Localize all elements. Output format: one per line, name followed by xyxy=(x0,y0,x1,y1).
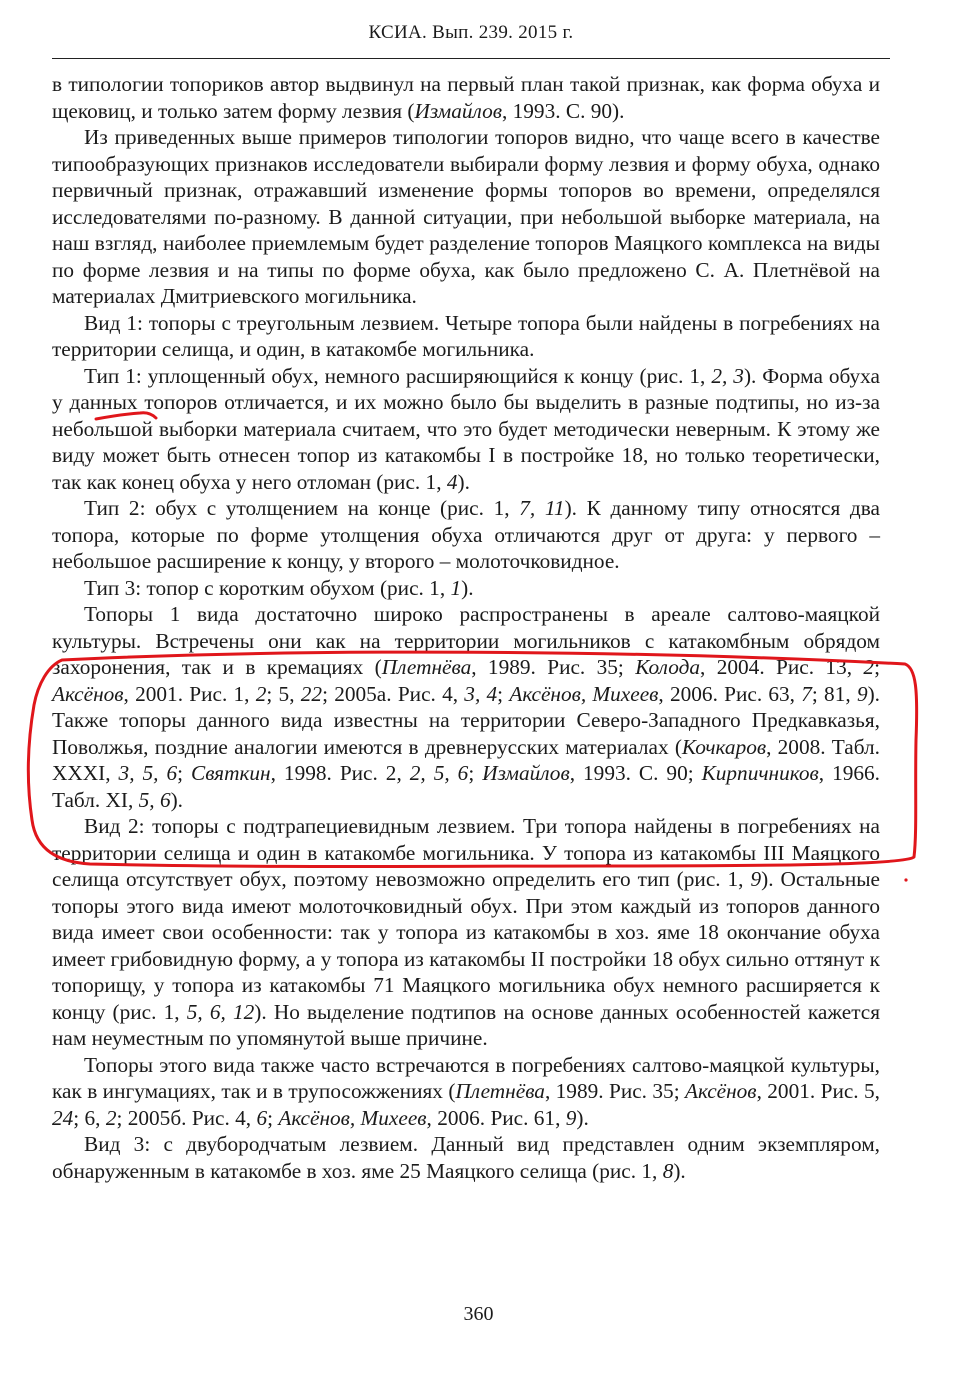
paragraph-3: Вид 1: топоры с треугольным лезвием. Четыре топора были найдены в погребениях на территории селища, и один, в катакомбе могильника. xyxy=(52,310,880,361)
running-title: КСИА. Вып. 239. 2015 г. xyxy=(368,22,574,43)
paragraph-5: Тип 2: обух с утолщением на конце (рис. 1, 7, 11). К данному типу относятся два топора, которые по форме утолщения обуха отличаются друг от друга: у первого – небольшое расширение к концу, у второго – молоточковидное. xyxy=(52,496,880,573)
paragraph-6: Тип 3: топор с коротким обухом (рис. 1, 1). xyxy=(84,575,474,600)
running-header xyxy=(52,18,890,59)
paragraph-2: Из приведенных выше примеров типологии топоров видно, что чаще всего в качестве типообразующих признаков исследователи выбирали форму лезвия и форму обуха, однако первичный признак, отражавший изменение формы топоров во времени, определялся исследователями по-разному. В данной ситуации, при небольшой выборке материала, на наш взгляд, наиболее приемлемым будет разделение топоров Маяцкого комплекса на виды по форме лезвия и на типы по форме обуха, как было предложено С. А. Плетнёвой на материалах Дмитриевского могильника. xyxy=(52,125,880,308)
paragraph-10: Вид 3: с двубородчатым лезвием. Данный вид представлен одним экземпляром, обнаруженным в катакомбе в хоз. яме 25 Маяцкого селища (рис. 1, 8). xyxy=(52,1132,880,1183)
paragraph-1: в типологии топориков автор выдвинул на первый план такой признак, как форма обуха и щековиц, и только затем форму лезвия (Измайлов, 1993. С. 90). xyxy=(52,72,880,123)
article-body xyxy=(52,71,880,1184)
page-number: 360 xyxy=(463,1303,494,1325)
paragraph-4: Тип 1: уплощенный обух, немного расширяющийся к концу (рис. 1, 2, 3). Форма обуха у данных топоров отличается, и их можно было бы выделить в разные подтипы, но из-за небольшой выборки материала считаем, что это будет методически неверным. К этому же виду может быть отнесен топор из катакомбы I в постройке 18, но только теоретически, так как конец обуха у него отломан (рис. 1, 4). xyxy=(52,363,880,494)
paragraph-7-highlighted: Топоры 1 вида достаточно широко распространены в ареале салтово-маяцкой культуры. Встречены они как на территории могильников с катакомбным обрядом захоронения, так и в кремациях (Плетнёва, 1989. Рис. 35; Колода, 2004. Рис. 13, 2; Аксёнов, 2001. Рис. 1, 2; 5, 22; 2005а. Рис. 4, 3, 4; Аксёнов, Михеев, 2006. Рис. 63, 7; 81, 9). Также топоры данного вида известны на территории Северо-Западного Предкавказья, Поволжья, поздние аналогии имеются в древнерусских материалах (Кочкаров, 2008. Табл. XXXI, 3, 5, 6; Святкин, 1998. Рис. 2, 2, 5, 6; Измайлов, 1993. С. 90; Кирпичников, 1966. Табл. XI, 5, 6). xyxy=(52,602,881,812)
pen-dot xyxy=(904,878,907,881)
paragraph-9: Топоры этого вида также часто встречаются в погребениях салтово-маяцкой культуры, как в ингумациях, так и в трупосожжениях (Плетнёва, 1989. Рис. 35; Аксёнов, 2001. Рис. 5, 24; 6, 2; 2005б. Рис. 4, 6; Аксёнов, Михеев, 2006. Рис. 61, 9). xyxy=(52,1052,880,1130)
paragraph-8: Вид 2: топоры с подтрапециевидным лезвием. Три топора найдены в погребениях на территории селища и один в катакомбе могильника. У топора из катакомбы III Маяцкого селища отсутствует обух, поэтому невозможно определить его тип (рис. 1, 9). Остальные топоры этого вида имеют молоточковидный обух. При этом каждый из топоров данного вида имеет свои особенности: так у топора из катакомбы в хоз. яме 18 окончание обуха имеет грибовидную форму, а у топора из катакомбы II постройки 18 обух сильно оттянут к топорищу, у топора из катакомбы 71 Маяцкого могильника обух немного расширяется к концу (рис. 1, 5, 6, 12). Но выделение подтипов на основе данных особенностей кажется нам неуместным по упомянутой выше причине. xyxy=(52,814,881,1050)
